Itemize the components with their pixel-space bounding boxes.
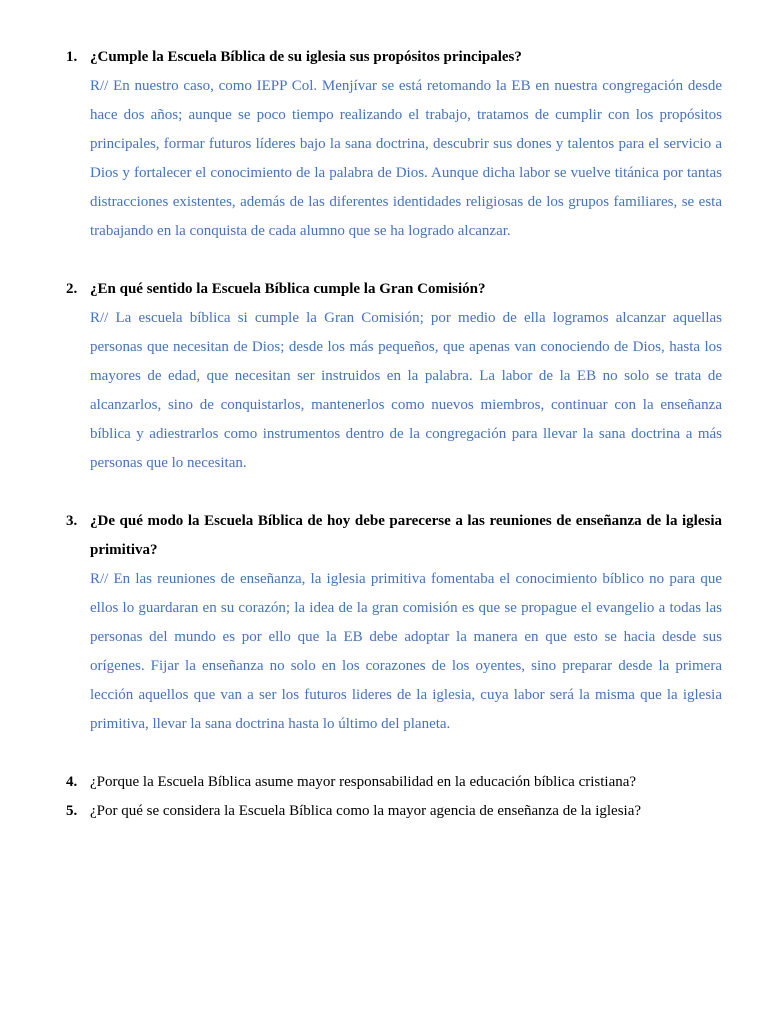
question-item-1 [66, 43, 722, 246]
question-item-2 [66, 275, 722, 478]
question-number: 2. [66, 281, 78, 297]
question-number: 1. [66, 49, 78, 65]
question-text: ¿Cumple la Escuela Bíblica de su iglesia sus propósitos principales? [90, 49, 522, 65]
question-item-3 [66, 507, 722, 739]
question-number: 4. [66, 774, 78, 790]
question-text: ¿Porque la Escuela Bíblica asume mayor responsabilidad en la educación bíblica cristiana? [90, 774, 637, 790]
question-text: ¿Por qué se considera la Escuela Bíblica como la mayor agencia de enseñanza de la iglesia? [90, 803, 642, 819]
answer-text: R// En nuestro caso, como IEPP Col. Menjívar se está retomando la EB en nuestra congregación desde hace dos años; aunque se poco tiempo realizando el trabajo, tratamos de cumplir con los propósitos principales, formar futuros líderes bajo la sana doctrina, descubrir sus dones y talentos para el servicio a Dios y fortalecer el conocimiento de la palabra de Dios. Aunque dicha labor se vuelve titánica por tantas distracciones existentes, además de las diferentes identidades religiosas de los grupos familiares, se esta trabajando en la conquista de cada alumno que se ha logrado alcanzar. [90, 78, 722, 239]
answer-text: R// En las reuniones de enseñanza, la iglesia primitiva fomentaba el conocimiento bíblico no para que ellos lo guardaran en su corazón; la idea de la gran comisión es que se propague el evangelio a todas las personas del mundo es por ello que la EB debe adoptar la manera en que esto se hacia desde sus orígenes. Fijar la enseñanza no solo en los corazones de los oyentes, sino preparar desde la primera lección aquellos que van a ser los futuros lideres de la iglesia, cuya labor será la misma que la iglesia primitiva, llevar la sana doctrina hasta lo último del planeta. [90, 571, 722, 732]
question-number: 5. [66, 803, 78, 819]
question-item-5 [66, 797, 722, 826]
question-list [66, 43, 722, 826]
question-text: ¿De qué modo la Escuela Bíblica de hoy debe parecerse a las reuniones de enseñanza de la iglesia primitiva? [90, 513, 722, 558]
question-item-4 [66, 768, 722, 797]
question-text: ¿En qué sentido la Escuela Bíblica cumple la Gran Comisión? [90, 281, 486, 297]
answer-text: R// La escuela bíblica si cumple la Gran Comisión; por medio de ella logramos alcanzar aquellas personas que necesitan de Dios; desde los más pequeños, que apenas van conociendo de Dios, hasta los mayores de edad, que necesitan ser instruidos en la palabra. La labor de la EB no solo se trata de alcanzarlos, sino de conquistarlos, mantenerlos como nuevos miembros, continuar con la enseñanza bíblica y adiestrarlos como instrumentos dentro de la congregación para llevar la sana doctrina a más personas que lo necesitan. [90, 310, 722, 471]
question-number: 3. [66, 513, 78, 529]
